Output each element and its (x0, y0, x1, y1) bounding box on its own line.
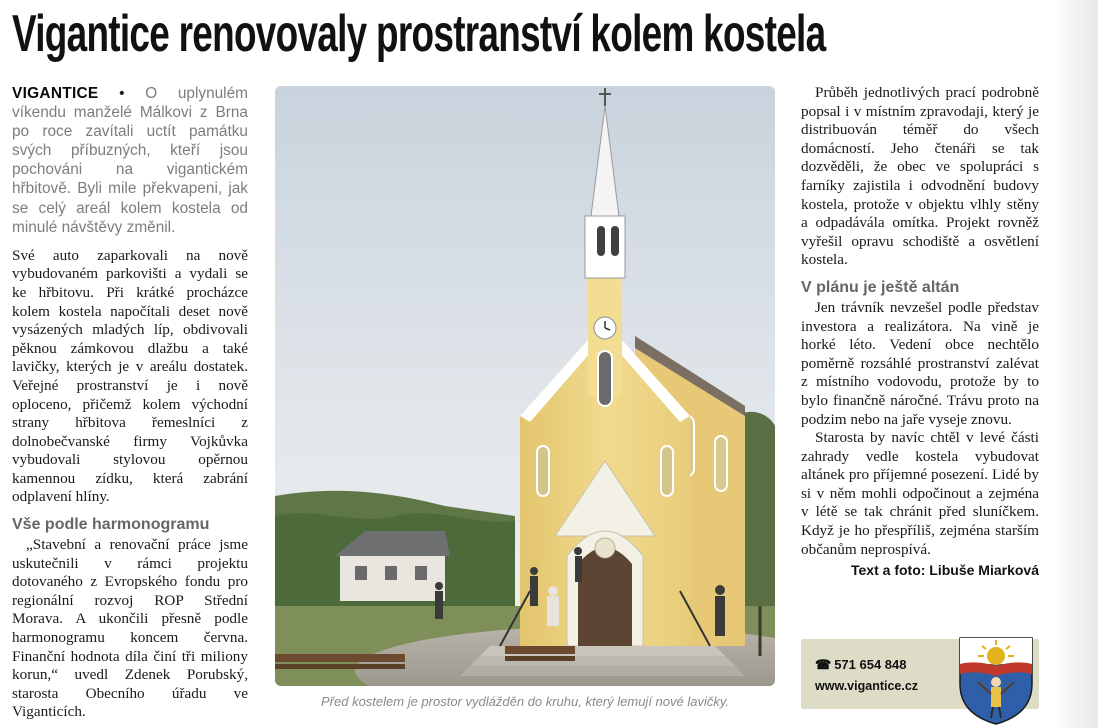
photo-caption: Před kostelem je prostor vydlážděn do kruhu, který lemují nové lavičky. (321, 694, 729, 709)
page-edge-shadow (1058, 0, 1098, 728)
right-subheading: V plánu je ještě altán (801, 278, 960, 296)
author-signature: Text a foto: Libuše Miarková (851, 562, 1039, 579)
coat-of-arms-icon (956, 634, 1036, 726)
dateline-bullet: • (119, 85, 125, 102)
phone-number: 571 654 848 (834, 657, 907, 672)
left-subheading: Vše podle harmonogramu (12, 516, 210, 534)
article-lead (12, 84, 248, 237)
right-paragraph-1: Průběh jednotlivých prací podrobně popsal i v místním zpravodaji, který je distribuován téměř do všech domácností. Jeho čtenáři se tak dozvěděli, že obec ve spolupráci s farníky zajistila i odvodnění budovy kostela, protože v objektu vlhly stěny a odpadávála omítka. Projekt rovněž vyřešil opravu schodiště a osvětlení kostela. (801, 84, 1039, 269)
church-photo-illustration (275, 86, 775, 686)
right-paragraph-2: Jen trávník nevzešel podle představ investora a realizátora. Na vině je horké léto. Vedení obce nechtělo poměrně rozsáhlé prostranství zalévat z místního vodovodu, protože by to bylo finančně náročné. Trávu proto na podzim nebo na jaře vyseje znovu. (801, 298, 1039, 428)
left-text-column (12, 84, 248, 722)
contact-website[interactable]: www.vigantice.cz (815, 679, 919, 693)
dateline: VIGANTICE (12, 85, 99, 102)
left-paragraph-1: Své auto zaparkovali na nově vybudovaném parkovišti a vydali se ke hřbitovu. Při krátké procházce kolem kostela napočítali deset nově vysázených mladých líp, obdivovali pěknou zámkovou dlažbu a také lavičky, kterých je v areálu dostatek. Veřejné prostranství je i nově oploceno, přičemž kolem východní strany hřbitova řemeslníci z dolnobečvanské firmy Vojkůvka vybudovali stylovou opěrnou kamennou zídku, která zabrání odplavení hlíny. (12, 246, 248, 506)
right-paragraph-3: Starosta by navíc chtěl v levé části zahrady vedle kostela vybudovat altánek pro příjemné posezení. Lidé by si v něm mohli odpočinout a zejména v létě se tak chránit před sluníčkem. Když je ho přespříliš, zejména starším občanům neprospívá. (801, 429, 1039, 558)
right-text-column (801, 84, 1039, 580)
article-headline: Vigantice renovovaly prostranství kolem kostela (12, 5, 826, 63)
church-photo (275, 86, 775, 686)
left-paragraph-2: „Stavební a renovační práce jsme uskutečnili v rámci projektu dotovaného z Evropského fondu pro regionální rozvoj ROP Střední Morava. A ukončili přesně podle harmonogramu koncem června. Finanční hodnota díla činí tři miliony korun,“ uvedl Zdenek Porubský, starosta Obecního úřadu ve Viganticích. (12, 536, 248, 721)
lead-text: O uplynulém víkendu manželé Málkovi z Brna po roce zavítali uctít památku svých příbuzných, kteří jsou pochováni na vigantickém hřbitově. Byli mile překvapeni, jak se celý areál kolem kostela od minulé návštěvy změnil. (12, 85, 248, 236)
telephone-icon: ☎ (815, 657, 832, 672)
contact-phone (815, 657, 907, 673)
